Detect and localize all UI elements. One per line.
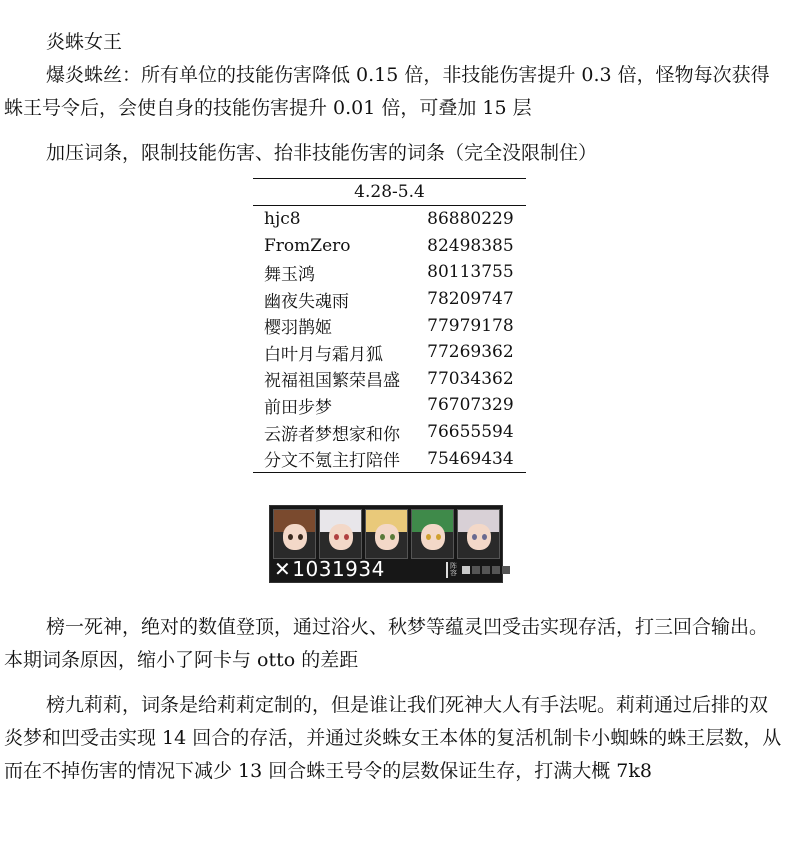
ranking-table-row <box>253 392 526 419</box>
player-score: 76655594 <box>427 422 514 443</box>
meter-divider <box>446 562 448 578</box>
player-name: 分文不氪主打陪伴 <box>253 445 419 472</box>
ranking-table-row <box>253 312 526 339</box>
paragraph-rank9-analysis: 榜九莉莉，词条是给莉莉定制的，但是谁让我们死神大人有手法呢。莉莉通过后排的双炎梦和凹受击实现 14 回合的存活，并通过炎蛛女王本体的复活机制卡小蜘蛛的蛛王层数，从而在不掉伤害的情况下减少 13 回合蛛王号令的层数保证生存，打满大概 7k8 <box>4 694 782 782</box>
player-score: 77979178 <box>427 315 514 336</box>
meter-square <box>462 566 470 574</box>
team-score-banner <box>269 505 503 583</box>
character-portrait <box>273 509 316 559</box>
player-name: 幽夜失魂雨 <box>264 291 349 312</box>
player-score: 77034362 <box>427 368 514 389</box>
player-name: 前田步梦 <box>264 397 332 418</box>
ranking-table-header: 4.28-5.4 <box>253 179 526 206</box>
player-name: 云游者梦想家和你 <box>264 424 400 445</box>
player-score: 82498385 <box>427 235 514 256</box>
player-name: FromZero <box>264 235 351 256</box>
section-heading: 炎蛛女王 <box>46 31 123 53</box>
meter-square <box>502 566 510 574</box>
ranking-table <box>253 178 526 473</box>
ranking-table-row <box>253 419 526 446</box>
ranking-table-row <box>253 445 526 472</box>
player-score: 86880229 <box>427 209 514 230</box>
paragraph-affix-comment: 加压词条，限制技能伤害、抬非技能伤害的词条（完全没限制住） <box>46 142 598 164</box>
meter-square <box>472 566 480 574</box>
character-portrait <box>365 509 408 559</box>
player-score: 77269362 <box>427 342 514 363</box>
player-name: 樱羽鹊姬 <box>264 318 332 339</box>
player-score: 76707329 <box>427 395 514 416</box>
ranking-table-row <box>253 366 526 393</box>
player-score: 78209747 <box>427 289 514 310</box>
player-name: 舞玉鸿 <box>264 264 315 285</box>
player-score: 80113755 <box>427 262 514 283</box>
character-portrait <box>411 509 454 559</box>
ranking-table-row <box>253 206 526 233</box>
team-score <box>274 557 385 581</box>
meter-tag: 阵容 <box>450 562 457 577</box>
meter-square <box>482 566 490 574</box>
character-portrait <box>457 509 500 559</box>
player-name: 白叶月与霜月狐 <box>264 344 383 365</box>
ranking-table-row <box>253 259 526 286</box>
team-score-value: 1031934 <box>292 557 385 581</box>
ranking-table-row <box>253 339 526 366</box>
player-name: 祝福祖国繁荣昌盛 <box>264 371 400 392</box>
player-score: 75469434 <box>419 445 526 472</box>
paragraph-affix-description: 爆炎蛛丝：所有单位的技能伤害降低 0.15 倍，非技能伤害提升 0.3 倍，怪物每次获得蛛王号令后，会使自身的技能伤害提升 0.01 倍，可叠加 15 层 <box>4 64 770 119</box>
ranking-table-body <box>253 206 526 473</box>
ranking-table-row <box>253 233 526 260</box>
ranking-table-header-row <box>253 179 526 206</box>
crossed-swords-icon: ✕ <box>274 557 292 581</box>
ranking-table-row <box>253 286 526 313</box>
player-name: hjc8 <box>264 209 301 230</box>
paragraph-rank1-analysis: 榜一死神，绝对的数值登顶，通过浴火、秋梦等蕴灵凹受击实现存活，打三回合输出。本期词条原因，缩小了阿卡与 otto 的差距 <box>4 616 769 671</box>
character-portrait <box>319 509 362 559</box>
meter-square <box>492 566 500 574</box>
